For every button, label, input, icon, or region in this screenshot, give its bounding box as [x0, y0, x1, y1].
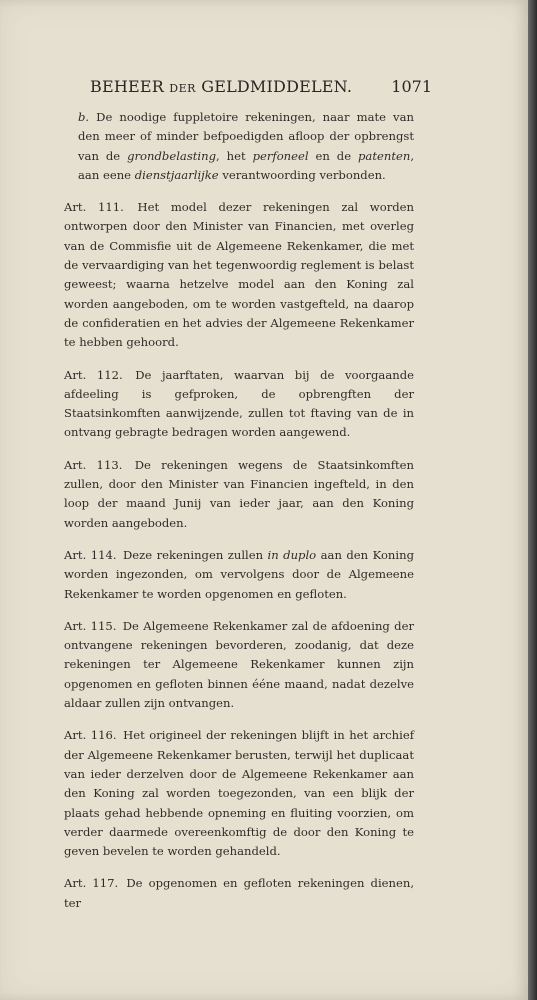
item-b-text-1: De noodige fuppletoire rekeningen, naar mate van den meer of minder befpoedigden afloop der opbrengst van de [78, 110, 414, 163]
article-116-text: Het origineel der rekeningen blijft in het archief der Algemeene Rekenkamer berusten, terwijl het duplicaat van ieder derzelven door de Algemeene Rekenkamer aan den Koning zal worden toegezonden, van een blijk der plaats gehad hebbende opneming en fluiting voorzien, om verder daarmede overeenkomftig de door den Koning te geven bevelen te worden gehandeld. [64, 728, 414, 859]
item-b-italic-2: perfoneel [252, 148, 309, 163]
item-b-text-4: , aan eene [78, 148, 414, 182]
article-115-text: De Algemeene Rekenkamer zal de afdoening der ontvangene rekeningen bevorderen, zoodanig, dat deze rekeningen ter Algemeene Rekenkamer kunnen zijn opgenomen en gefloten binnen ééne maand, nadat dezelve aldaar zullen zijn ontvangen. [64, 618, 414, 711]
article-112-number: Art. 112. [64, 367, 123, 382]
article-116-number: Art. 116. [64, 728, 117, 743]
item-b-italic-1: grondbelasting [127, 148, 217, 163]
body-text [64, 108, 414, 913]
article-115-paragraph [64, 617, 414, 713]
article-113-number: Art. 113. [64, 457, 123, 472]
article-111-number: Art. 111. [64, 200, 124, 215]
running-head-small-caps: DER [169, 82, 196, 95]
running-head-part2: GELDMIDDELEN. [195, 77, 353, 96]
article-111-paragraph [64, 198, 414, 352]
page-edge-shadow [528, 0, 537, 1000]
article-114-paragraph [64, 546, 414, 604]
running-head-part1: BEHEER [90, 77, 170, 96]
article-113-text: De rekeningen wegens de Staatsinkomften zullen, door den Minister van Financien ingefteld, in den loop der maand Junij van ieder jaar, aan den Koning worden aangeboden. [64, 457, 414, 530]
item-b-italic-3: patenten [358, 148, 411, 163]
item-b-text-3: en de [308, 148, 358, 163]
article-111-text: Het model dezer rekeningen zal worden ontworpen door den Minister van Financien, met overleg van de Commisfie uit de Algemeene Rekenkamer, die met de vervaardiging van het tegenwoordig reglement is belast geweest; waarna hetzelve model aan den Koning zal worden aangeboden, om te worden vastgefteld, na daarop de confideratien en het advies der Algemeene Rekenkamer te hebben gehoord. [64, 200, 414, 350]
running-head [90, 77, 352, 96]
article-112-text: De jaarftaten, waarvan bij de voorgaande afdeeling is gefproken, de opbrengften der Staatsinkomften aanwijzende, zullen tot ftaving van de in ontvang gebragte bedragen worden aangewend. [64, 367, 414, 440]
item-b-paragraph [64, 108, 414, 185]
article-113-paragraph [64, 456, 414, 533]
article-116-paragraph [64, 726, 414, 861]
item-b-text-5: verantwoording verbonden. [218, 167, 386, 182]
page-header [90, 77, 432, 99]
page-number: 1071 [391, 77, 432, 96]
article-117-text: De opgenomen en gefloten rekeningen dienen, ter [64, 876, 414, 910]
article-114-text-1: Deze rekeningen zullen [118, 547, 268, 562]
item-b-label: b. [78, 110, 90, 124]
article-114-text-2: aan den Koning worden ingezonden, om vervolgens door de Algemeene Rekenkamer te worden opgenomen en gefloten. [64, 547, 414, 601]
article-115-number: Art. 115. [64, 618, 117, 633]
article-114-number: Art. 114. [64, 547, 117, 562]
article-117-number: Art. 117. [64, 876, 119, 891]
item-b-italic-4: dienstjaarlijke [134, 167, 219, 182]
article-114-italic: in duplo [267, 547, 317, 562]
article-112-paragraph [64, 366, 414, 443]
item-b-text-2: , het [216, 148, 253, 163]
article-117-paragraph [64, 874, 414, 913]
